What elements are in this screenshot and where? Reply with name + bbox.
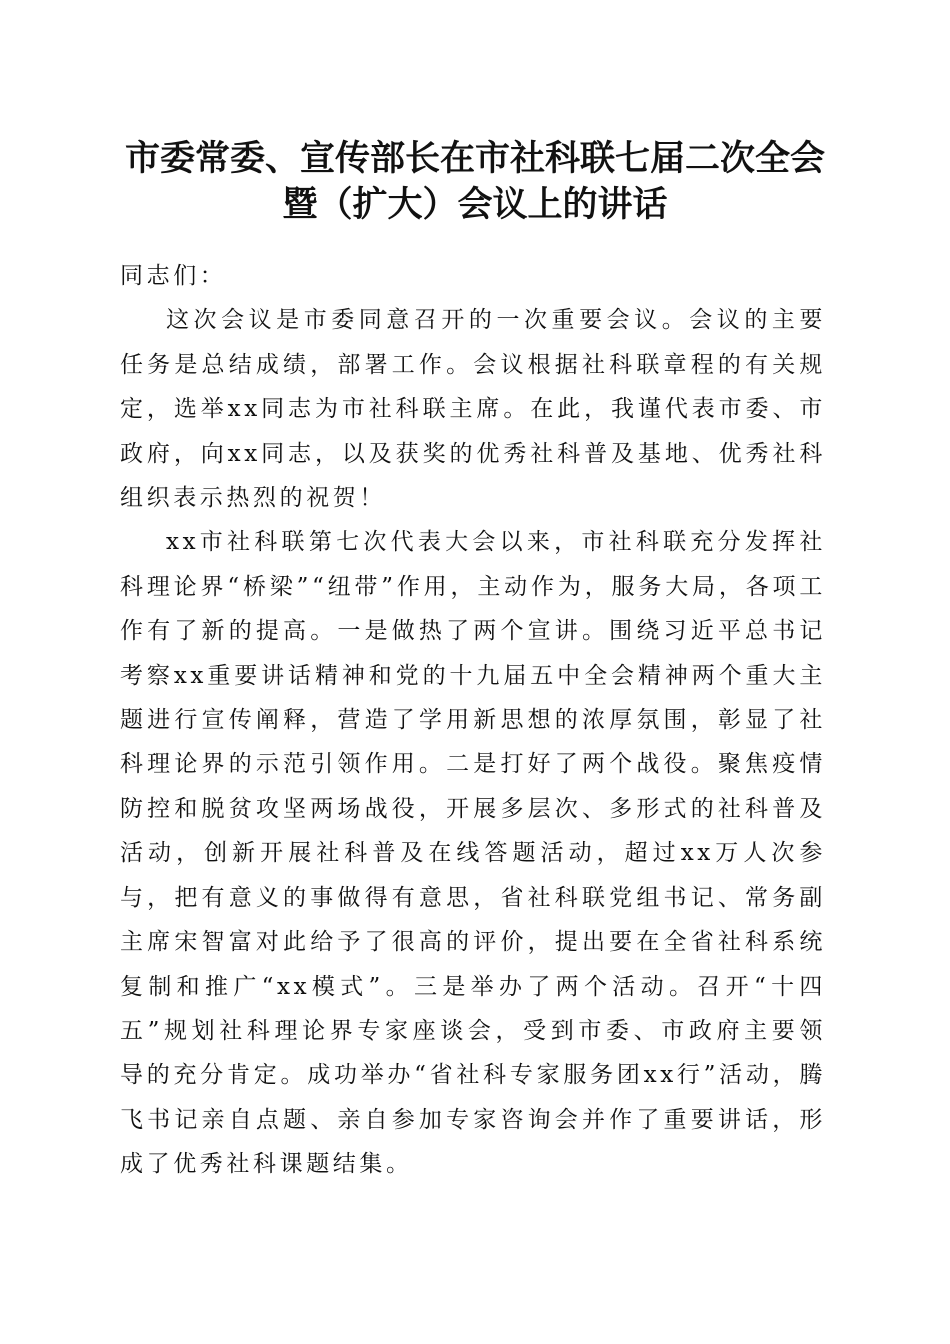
title-line-1: 市委常委、宣传部长在市社科联七届二次全会: [124, 138, 825, 179]
title-line-2: 暨（扩大）会议上的讲话: [282, 184, 668, 225]
paragraph-1: 这次会议是市委同意召开的一次重要会议。会议的主要任务是总结成绩，部署工作。会议根据社科联章程的有关规定，选举xx同志为市社科联主席。在此，我谨代表市委、市政府，向xx同志，以及获奖的优秀社科普及基地、优秀社科组织表示热烈的祝贺！: [120, 307, 826, 512]
document-body: [120, 252, 826, 1187]
document-title: [100, 136, 850, 228]
paragraph-2: xx市社科联第七次代表大会以来，市社科联充分发挥社科理论界“桥梁”“纽带”作用，主动作为，服务大局，各项工作有了新的提高。一是做热了两个宣讲。围绕习近平总书记考察xx重要讲话精神和党的十九届五中全会精神两个重大主题进行宣传阐释，营造了学用新思想的浓厚氛围，彰显了社科理论界的示范引领作用。二是打好了两个战役。聚焦疫情防控和脱贫攻坚两场战役，开展多层次、多形式的社科普及活动，创新开展社科普及在线答题活动，超过xx万人次参与，把有意义的事做得有意思，省社科联党组书记、常务副主席宋智富对此给予了很高的评价，提出要在全省社科系统复制和推广“xx模式”。三是举办了两个活动。召开“十四五”规划社科理论界专家座谈会，受到市委、市政府主要领导的充分肯定。成功举办“省社科专家服务团xx行”活动，腾飞书记亲自点题、亲自参加专家咨询会并作了重要讲话，形成了优秀社科课题结集。: [120, 529, 826, 1178]
salutation: 同志们：: [120, 263, 227, 289]
